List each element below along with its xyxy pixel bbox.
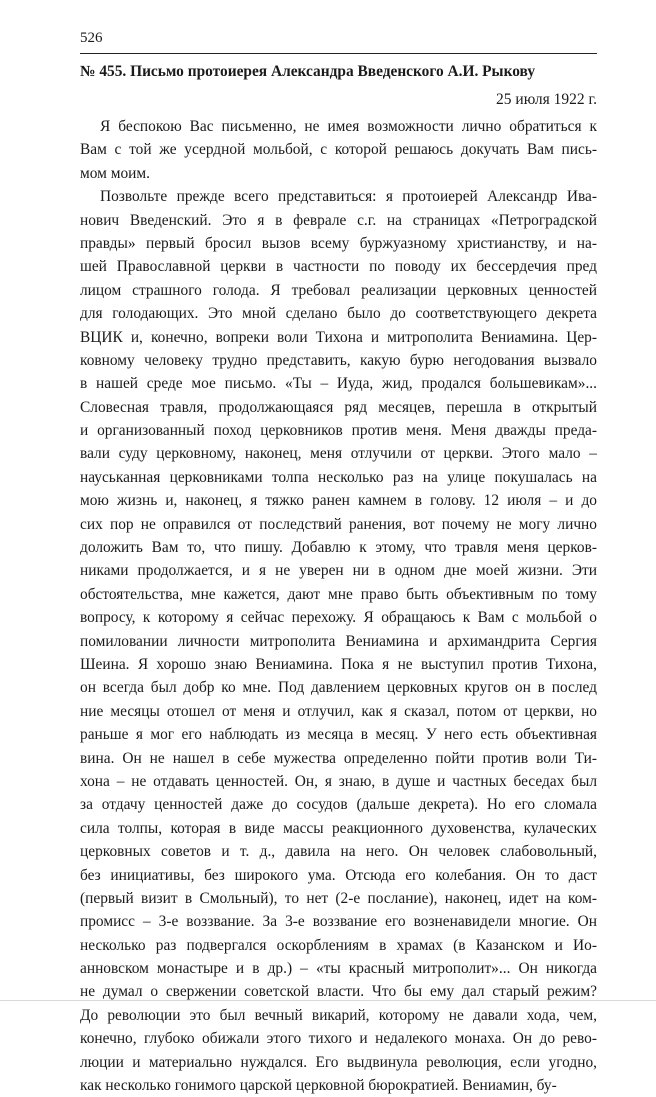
text-line: церковных советов и т. д., давила на него. Он человек слабовольный, [80,843,597,861]
text-line: шей Православной церкви в частности по поводу их бессердечия пред [80,258,597,276]
text-line: анновском монастыре и в др.) – «ты красный митрополит»... Он никогда [80,960,597,978]
text-line: нович Введенский. Это я в феврале с.г. на страницах «Петроградской [80,211,597,229]
text-line: доложить Вам то, что пишу. Добавлю к этому, что травля меня церков- [80,539,597,557]
text-line: правды» первый бросил вызов всему буржуазному христианству, и на- [80,234,597,252]
text-line: никами продолжается, и я не уверен ни в одном дне моей жизни. Эти [80,562,597,580]
text-line: хона – не отдавать ценностей. Он, я знаю, в душе и частных беседах был [80,772,597,790]
text-line: сих пор не оправился от последствий ранения, вот почему не могу лично [80,515,597,533]
text-line: Шеина. Я хорошо знаю Вениамина. Пока я не выступил против Тихона, [80,655,597,673]
text-line: вали суду церковному, наконец, меня отлучили от церкви. Этого мало – [80,445,597,463]
text-line: (первый визит в Смольный), то нет (2-е послание), наконец, идет на ком- [80,889,597,907]
text-line: раньше я мог его наблюдать из месяца в месяц. У него есть объективная [80,726,597,744]
text-line: ние месяцы отошел от меня и отлучил, как я сказал, потом от церкви, но [80,702,597,720]
bottom-rule [0,1000,656,1001]
text-line: для голодающих. Это мной сделано было до соответствующего декрета [80,305,597,323]
text-line: Вам с той же усердной мольбой, с которой решаюсь докучать Вам пись- [80,141,597,159]
document-date: 25 июля 1922 г. [496,91,597,108]
text-line: вопросу, к которому я сейчас перехожу. Я обращаюсь к Вам с мольбой о [80,609,597,627]
text-line: и организованный поход церковников против меня. Меня дважды преда- [80,422,597,440]
text-line: мою жизнь и, наконец, я тяжко ранен камнем в голову. 12 июля – и до [80,492,597,510]
text-line: не думал о свержении советской власти. Что бы ему дал старый режим? [80,983,597,1001]
text-line: он всегда был добр ко мне. Под давлением церковных кругов он в послед [80,679,597,697]
letter-body [80,115,597,1097]
document-title: № 455. Письмо протоиерея Александра Введенского А.И. Рыкову [80,63,536,80]
text-line: лицом страшного голода. Я требовал реализации церковных ценностей [80,281,597,299]
text-line: сила толпы, которая в виде массы реакционного духовенства, кулаческих [80,819,597,837]
text-line: ковному человеку трудно представить, какую бурю негодования вызвало [80,351,597,369]
text-line: Позвольте прежде всего представиться: я протоиерей Александр Ива- [100,188,597,206]
text-line: без инициативы, без широкого ума. Отсюда его колебания. Он то даст [80,866,597,884]
text-line: мом моим. [80,164,150,182]
text-line: помиловании личности митрополита Вениамина и архимандрита Сергия [80,632,597,650]
text-line: конечно, глубоко обижали этого тихого и недалекого монаха. Он до рево- [80,1030,597,1048]
text-line: люции и материально нуждался. Его выдвинула революция, если угодно, [80,1053,597,1071]
text-line: Я беспокою Вас письменно, не имея возможности лично обратиться к [100,118,597,135]
text-line: До революции это был вечный викарий, которому не давали хода, чем, [80,1006,597,1024]
header-rule [80,53,597,54]
text-line: обстоятельства, мне кажется, дают мне право быть объективным по тому [80,585,597,603]
text-line: в нашей среде мое письмо. «Ты – Иуда, жид, продался большевикам»... [80,375,597,393]
text-line: ВЦИК и, конечно, вопреки воли Тихона и митрополита Вениамина. Цер- [80,328,597,346]
text-line: науськанная церковниками толпа несколько раз на улице покушалась на [80,468,597,486]
paragraph [80,185,597,1097]
text-line: Словесная травля, продолжающаяся ряд месяцев, перешла в открытый [80,398,597,416]
text-line: промисс – 3-е воззвание. За 3-е воззвание его возненавидели многие. Он [80,913,597,931]
page-number: 526 [80,30,103,46]
paragraph [80,115,597,185]
text-line: вина. Он не нашел в себе мужества определенно пойти против воли Ти- [80,749,597,767]
text-line: как несколько гонимого царской церковной бюрократией. Вениамин, бу- [80,1077,557,1095]
text-line: несколько раз подвергался оскорблениям в храмах (в Казанском и Ио- [80,936,597,954]
text-line: за отдачу ценностей даже до сосудов (дальше декрета). Но его сломала [80,796,597,814]
